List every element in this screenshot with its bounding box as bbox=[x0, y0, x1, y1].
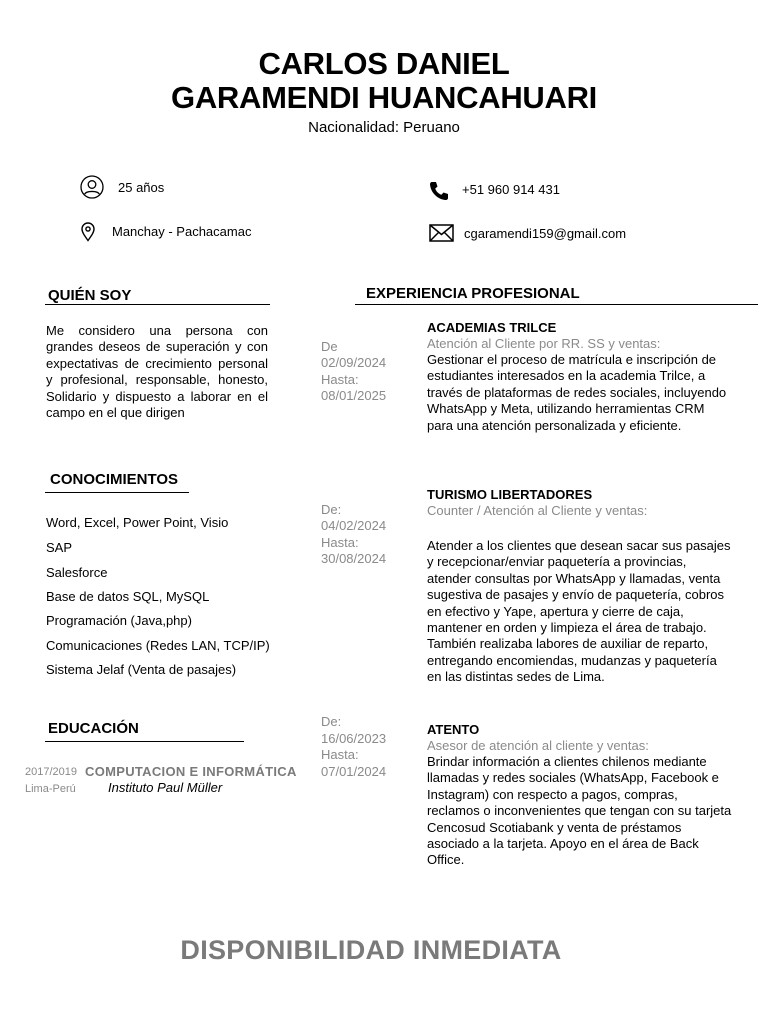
job-date-to: 30/08/2024 bbox=[321, 551, 387, 566]
education-title: EDUCACIÓN bbox=[48, 720, 139, 737]
job-company: ATENTO bbox=[427, 722, 480, 737]
job-company: ACADEMIAS TRILCE bbox=[427, 320, 557, 335]
map-pin-icon bbox=[80, 222, 96, 242]
job-date-from: 04/02/2024 bbox=[321, 518, 387, 533]
user-circle-icon bbox=[79, 174, 105, 200]
availability-banner: DISPONIBILIDAD INMEDIATA bbox=[180, 935, 562, 965]
experience-title: EXPERIENCIA PROFESIONAL bbox=[366, 285, 580, 302]
education-degree: COMPUTACION E INFORMÁTICA bbox=[85, 764, 297, 779]
location: Manchay - Pachacamac bbox=[112, 224, 252, 239]
job-description: Gestionar el proceso de matrícula e inscripción de estudiantes interesados en la academia Trilce, a través de plataformas de redes sociales, incluyendo WhatsApp y Meta, utilizando herramientas CRM para una atención personalizada y eficiente. bbox=[427, 352, 727, 433]
job-role: Asesor de atención al cliente y ventas: bbox=[427, 738, 649, 753]
skill-item: SAP bbox=[46, 540, 73, 555]
job-role: Atención al Cliente por RR. SS y ventas: bbox=[427, 336, 661, 351]
job-date-from-label: De bbox=[321, 339, 338, 354]
nationality: Nacionalidad: Peruano bbox=[308, 119, 460, 136]
skill-item: Word, Excel, Power Point, Visio bbox=[46, 515, 229, 530]
skill-item: Sistema Jelaf (Venta de pasajes) bbox=[46, 662, 237, 677]
job-date-to: 08/01/2025 bbox=[321, 388, 387, 403]
name-line-2: GARAMENDI HUANCAHUARI bbox=[171, 80, 597, 115]
job-date-from: 02/09/2024 bbox=[321, 355, 387, 370]
job-company: TURISMO LIBERTADORES bbox=[427, 487, 593, 502]
job-date-to: 07/01/2024 bbox=[321, 764, 387, 779]
skill-item: Comunicaciones (Redes LAN, TCP/IP) bbox=[46, 638, 270, 653]
job-date-to-label: Hasta: bbox=[321, 372, 359, 387]
about-text: Me considero una persona con grandes deseos de superación y con expectativas de crecimiento personal y profesional, responsable, honesto, Solidario y dispuesto a laborar en el campo en el que dirigen bbox=[46, 323, 268, 421]
skills-title: CONOCIMIENTOS bbox=[50, 471, 179, 488]
job-date-from: 16/06/2023 bbox=[321, 731, 387, 746]
about-divider bbox=[45, 304, 270, 305]
phone: +51 960 914 431 bbox=[462, 182, 560, 197]
job-date-to-label: Hasta: bbox=[321, 535, 359, 550]
experience-divider bbox=[355, 304, 758, 305]
job-description: Brindar información a clientes chilenos mediante llamadas y redes sociales (WhatsApp, Facebook e Instagram) con respecto a pagos, compras, reclamos o inconvenientes que tengan con su tarjeta Cencosud Scotiabank y venta de préstamos asociado a la tarjeta. Apoyo en el área de Back Office. bbox=[427, 754, 732, 868]
job-date-to-label: Hasta: bbox=[321, 747, 359, 762]
about-title: QUIÉN SOY bbox=[48, 287, 132, 304]
envelope-icon bbox=[429, 224, 454, 242]
education-institution: Instituto Paul Müller bbox=[108, 780, 223, 795]
education-years: 2017/2019 bbox=[25, 766, 77, 778]
skill-item: Salesforce bbox=[46, 565, 108, 580]
age: 25 años bbox=[118, 180, 165, 195]
skills-divider bbox=[45, 492, 189, 493]
phone-icon bbox=[428, 180, 450, 202]
job-date-from-label: De: bbox=[321, 502, 342, 517]
name-line-1: CARLOS DANIEL bbox=[258, 46, 510, 81]
email: cgaramendi159@gmail.com bbox=[464, 226, 627, 241]
job-description: Atender a los clientes que desean sacar sus pasajes y recepcionar/enviar paquetería a provincias, atender consultas por WhatsApp y llamadas, venta sugestiva de pasajes y envío de paquetería, cobros en efectivo y Yape, apertura y cierre de caja, mantener en orden y limpieza el área de trabajo. También realizaba labores de auxiliar de reparto, entregando encomiendas, mudanzas y paquetería en las distintas sedes de Lima. bbox=[427, 538, 731, 685]
skill-item: Base de datos SQL, MySQL bbox=[46, 589, 210, 604]
skill-item: Programación (Java,php) bbox=[46, 613, 192, 628]
job-role: Counter / Atención al Cliente y ventas: bbox=[427, 503, 648, 518]
job-date-from-label: De: bbox=[321, 714, 342, 729]
education-place: Lima-Perú bbox=[25, 783, 76, 795]
education-divider bbox=[45, 741, 244, 742]
